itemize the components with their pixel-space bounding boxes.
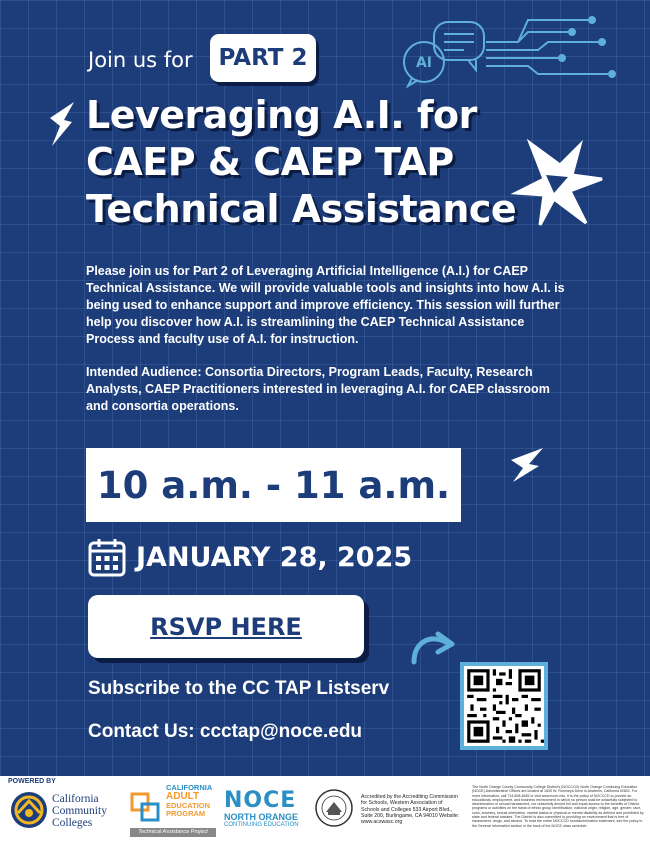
ccc-line: Colleges: [52, 817, 93, 829]
title-line: CAEP & CAEP TAP: [86, 140, 454, 184]
rsvp-label: RSVP HERE: [150, 612, 302, 641]
svg-text:AI: AI: [415, 55, 433, 71]
ai-chat-icon: [398, 12, 638, 92]
contact-email[interactable]: Contact Us: ccctap@noce.edu: [88, 721, 363, 742]
noce-logo: [224, 790, 306, 829]
aep-line: EDUCATION: [166, 801, 211, 810]
powered-by-label: POWERED BY: [8, 778, 56, 785]
accreditation-text: Accredited by the Accrediting Commission for Schools, Western Association of Schools and Colleges 533 Airport Blvd., Suite 200, Burlingame, CA 94010 Website: www.acswasc.org: [361, 794, 460, 826]
ccc-line: California: [52, 793, 99, 805]
description-paragraph: Please join us for Part 2 of Leveraging Artificial Intelligence (A.I.) for CAEP Technical Assistance. We will provide valuable tools and insights into how A.I. is being used to enhance support and improve efficiency. This session will further help you discover how A.I. is streamlining the CAEP Technical Assistance Process and faculty use of A.I. for instruction.: [86, 264, 565, 346]
curved-arrow-icon: [408, 628, 458, 668]
qr-code[interactable]: [460, 662, 548, 750]
legal-disclaimer: The North Orange County Community College District's (NOCCCD) North Orange Continuing Education (NOCE) Administrative Offices are located at 1830 W. Romneya Drive in Anaheim, California 92801. For more information, call 714.808.4645 or visit www.noce.edu. It is the policy of NOCCCD to provide an educational, employment, and business environment in which no person shall be unlawfully subjected to discrimination or sexual harassment, nor unlawfully denied full and equal access to the benefits of District programs or activities on the basis of ethnic group identification, national origin, religion, age, gender, race, color, ancestry, sexual orientation, marital status or physical or mental disability as defined and prohibited by state and federal statutes. The District is also committed to providing an environment that is free of harassment, drugs, and alcohol. To read the entire NOCCCD nondiscrimination statement, see the policy in the General Information section in the back of the NOCE class schedule.: [472, 785, 644, 828]
qr-code-pattern: [464, 666, 544, 746]
event-date: JANUARY 28, 2025: [136, 541, 413, 573]
footer: [0, 776, 650, 841]
aep-line: ADULT: [166, 791, 200, 802]
noce-tagline: CONTINUING EDUCATION: [224, 822, 299, 828]
join-us-text: Join us for: [88, 48, 193, 72]
california-community-colleges-logo-icon: [10, 791, 48, 829]
part-badge: PART 2: [210, 34, 316, 82]
event-title: [86, 92, 556, 233]
ccc-wordmark: [52, 793, 107, 829]
event-date-row: [88, 534, 412, 580]
event-time: 10 a.m. - 11 a.m.: [86, 448, 461, 522]
noce-wordmark: NOCE: [224, 788, 297, 813]
aep-wordmark: [166, 784, 212, 818]
title-line: Leveraging A.I. for: [86, 93, 477, 137]
audience-paragraph: Intended Audience: Consortia Directors, Program Leads, Faculty, Research Analysts, CAEP Practitioners interested in leveraging A.I. for CAEP classroom and consortia operations.: [86, 365, 550, 413]
aep-line: CALIFORNIA: [166, 783, 213, 792]
wasc-seal-icon: [314, 788, 354, 828]
subscribe-link[interactable]: Subscribe to the CC TAP Listserv: [88, 678, 390, 699]
title-line: Technical Assistance: [86, 187, 517, 231]
adult-education-program-logo: [130, 784, 220, 836]
aep-strip-label: Technical Assistance Project: [130, 828, 216, 837]
event-description: [86, 263, 566, 431]
calendar-icon: [88, 537, 126, 577]
lightning-bolt-icon: [505, 442, 549, 486]
aep-line: PROGRAM: [166, 809, 206, 818]
ccc-line: Community: [52, 805, 107, 817]
noce-subtitle: NORTH ORANGE: [224, 812, 298, 822]
aep-logo-icon: [130, 792, 160, 822]
lightning-bolt-icon: [46, 98, 78, 150]
rsvp-button[interactable]: [88, 595, 364, 658]
